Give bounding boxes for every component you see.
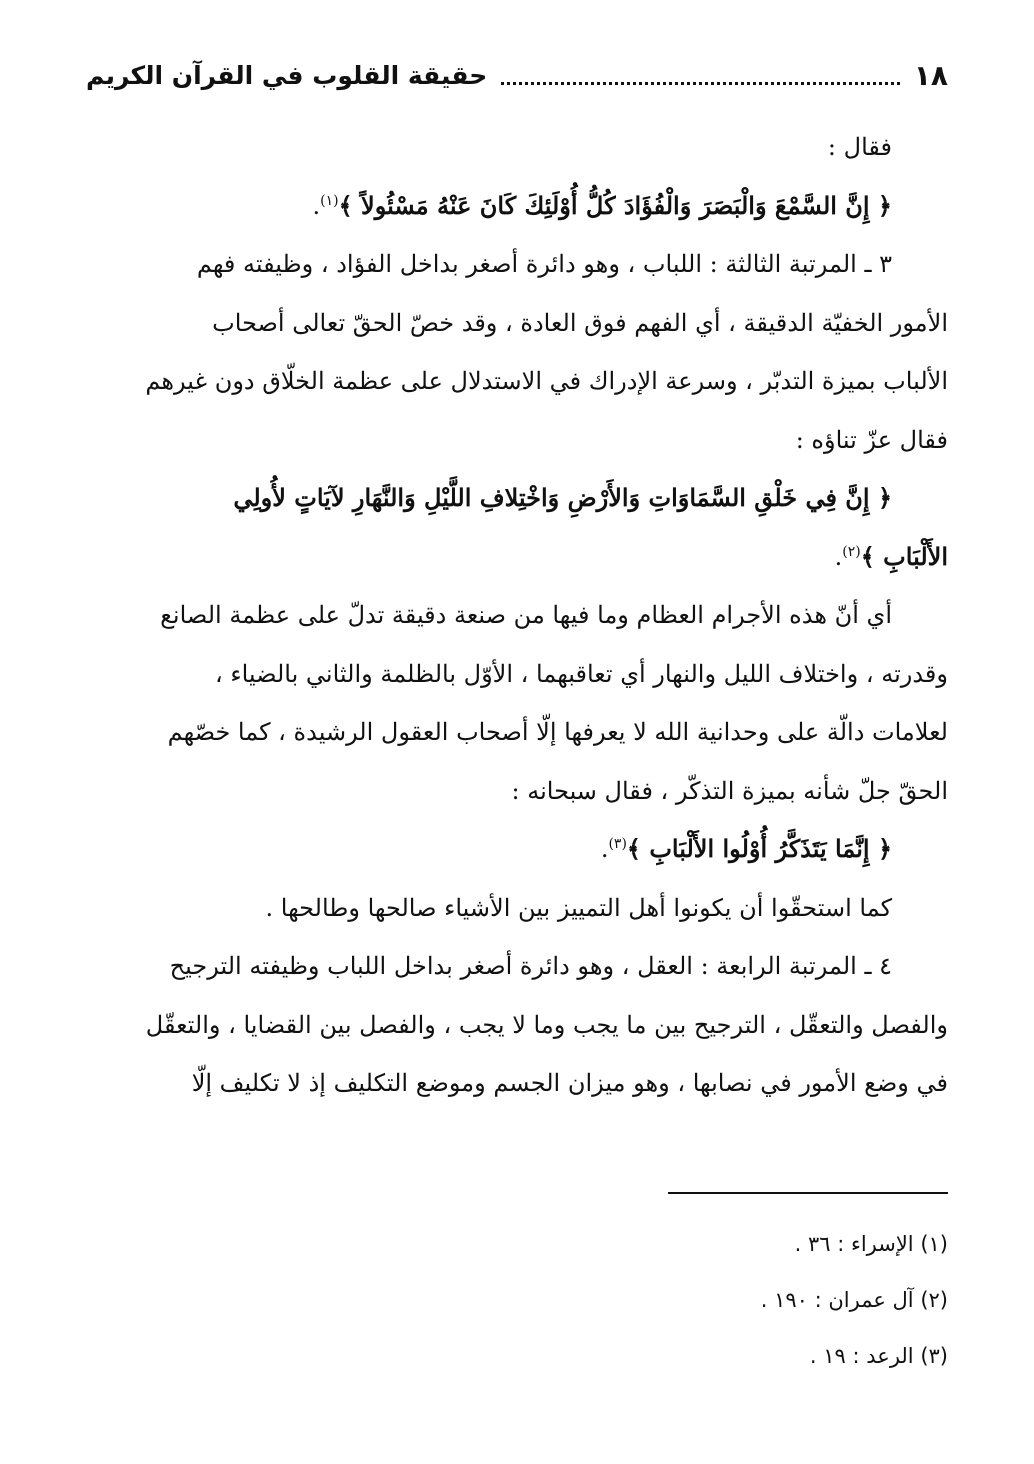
running-header: [86, 52, 948, 98]
text-line: ٤ ـ المرتبة الرابعة : العقل ، وهو دائرة أصغر بداخل اللباب وظيفته الترجيح: [169, 952, 892, 980]
verse-text: ﴿ إِنَّمَا يَتَذَكَّرُ أُوْلُوا الأَلْبَابِ ﴾: [626, 834, 892, 863]
text-line: الألباب بميزة التدبّر ، وسرعة الإدراك في الاستدلال على عظمة الخلّاق دون غيرهم: [145, 367, 948, 395]
book-title: حقيقة القلوب في القرآن الكريم: [86, 60, 488, 90]
page-number: ١٨: [913, 58, 948, 92]
quran-verse: ﴿ إِنَّ السَّمْعَ وَالْبَصَرَ وَالْفُؤَادَ كُلُّ أُوْلَئِكَ كَانَ عَنْهُ مَسْئُولاً ﴾$^{(١)}$.: [312, 190, 892, 220]
footnote: (٢) آل عمران : ١٩٠ .: [760, 1288, 948, 1312]
verse-text: الأَلْبَابِ ﴾: [860, 541, 948, 571]
text-line: الحقّ جلّ شأنه بميزة التذكّر ، فقال سبحانه :: [511, 776, 948, 805]
quran-verse: [86, 469, 948, 528]
footnote: (١) الإسراء : ٣٦ .: [794, 1232, 948, 1256]
text-line: في وضع الأمور في نصابها ، وهو ميزان الجسم وموضع التكليف إذ لا تكليف إلّا: [191, 1069, 948, 1097]
quran-verse-continued: الأَلْبَابِ ﴾$^{(٢)}$.: [834, 541, 948, 571]
footnote-ref: (٢): [842, 543, 861, 560]
footnotes: [86, 1216, 948, 1384]
verse-text: ﴿ إِنَّ السَّمْعَ وَالْبَصَرَ وَالْفُؤَادَ كُلُّ أُوْلَئِكَ كَانَ عَنْهُ مَسْئُولاً ﴾: [338, 190, 892, 220]
footnote-separator: [668, 1192, 948, 1194]
text-line: فقال عزّ تناؤه :: [795, 425, 948, 454]
header-dot-leader: [501, 82, 900, 85]
footnote: (٣) الرعد : ١٩ .: [809, 1344, 948, 1368]
text-line: ٣ ـ المرتبة الثالثة : اللباب ، وهو دائرة أصغر بداخل الفؤاد ، وظيفته فهم: [196, 250, 892, 278]
text-line: لعلامات دالّة على وحدانية الله لا يعرفها إلّا أصحاب العقول الرشيدة ، كما خصّهم: [167, 718, 948, 746]
footnote-ref: (١): [320, 192, 339, 209]
text-line: الأمور الخفيّة الدقيقة ، أي الفهم فوق العادة ، وقد خصّ الحقّ تعالى أصحاب: [212, 308, 948, 337]
text-line: وقدرته ، واختلاف الليل والنهار أي تعاقبهما ، الأوّل بالظلمة والثاني بالضياء ،: [214, 659, 948, 688]
quran-verse: ﴿ إِنَّمَا يَتَذَكَّرُ أُوْلُوا الأَلْبَابِ ﴾$^{(٣)}$.: [600, 834, 892, 863]
main-text: [86, 118, 948, 1113]
verse-text: ﴿ إِنَّ فِي خَلْقِ السَّمَاوَاتِ وَالأَرْضِ وَاخْتِلافِ اللَّيْلِ وَالنَّهَارِ لآيَاتٍ لأُولِي: [233, 483, 892, 512]
footnote-ref: (٣): [608, 836, 627, 852]
text-line: فقال :: [827, 133, 892, 161]
text-line: أي أنّ هذه الأجرام العظام وما فيها من صنعة دقيقة تدلّ على عظمة الصانع: [160, 601, 892, 629]
text-line: كما استحقّوا أن يكونوا أهل التمييز بين الأشياء صالحها وطالحها .: [265, 893, 892, 922]
text-line: والفصل والتعقّل ، الترجيح بين ما يجب وما لا يجب ، والفصل بين القضايا ، والتعقّل: [145, 1010, 948, 1039]
